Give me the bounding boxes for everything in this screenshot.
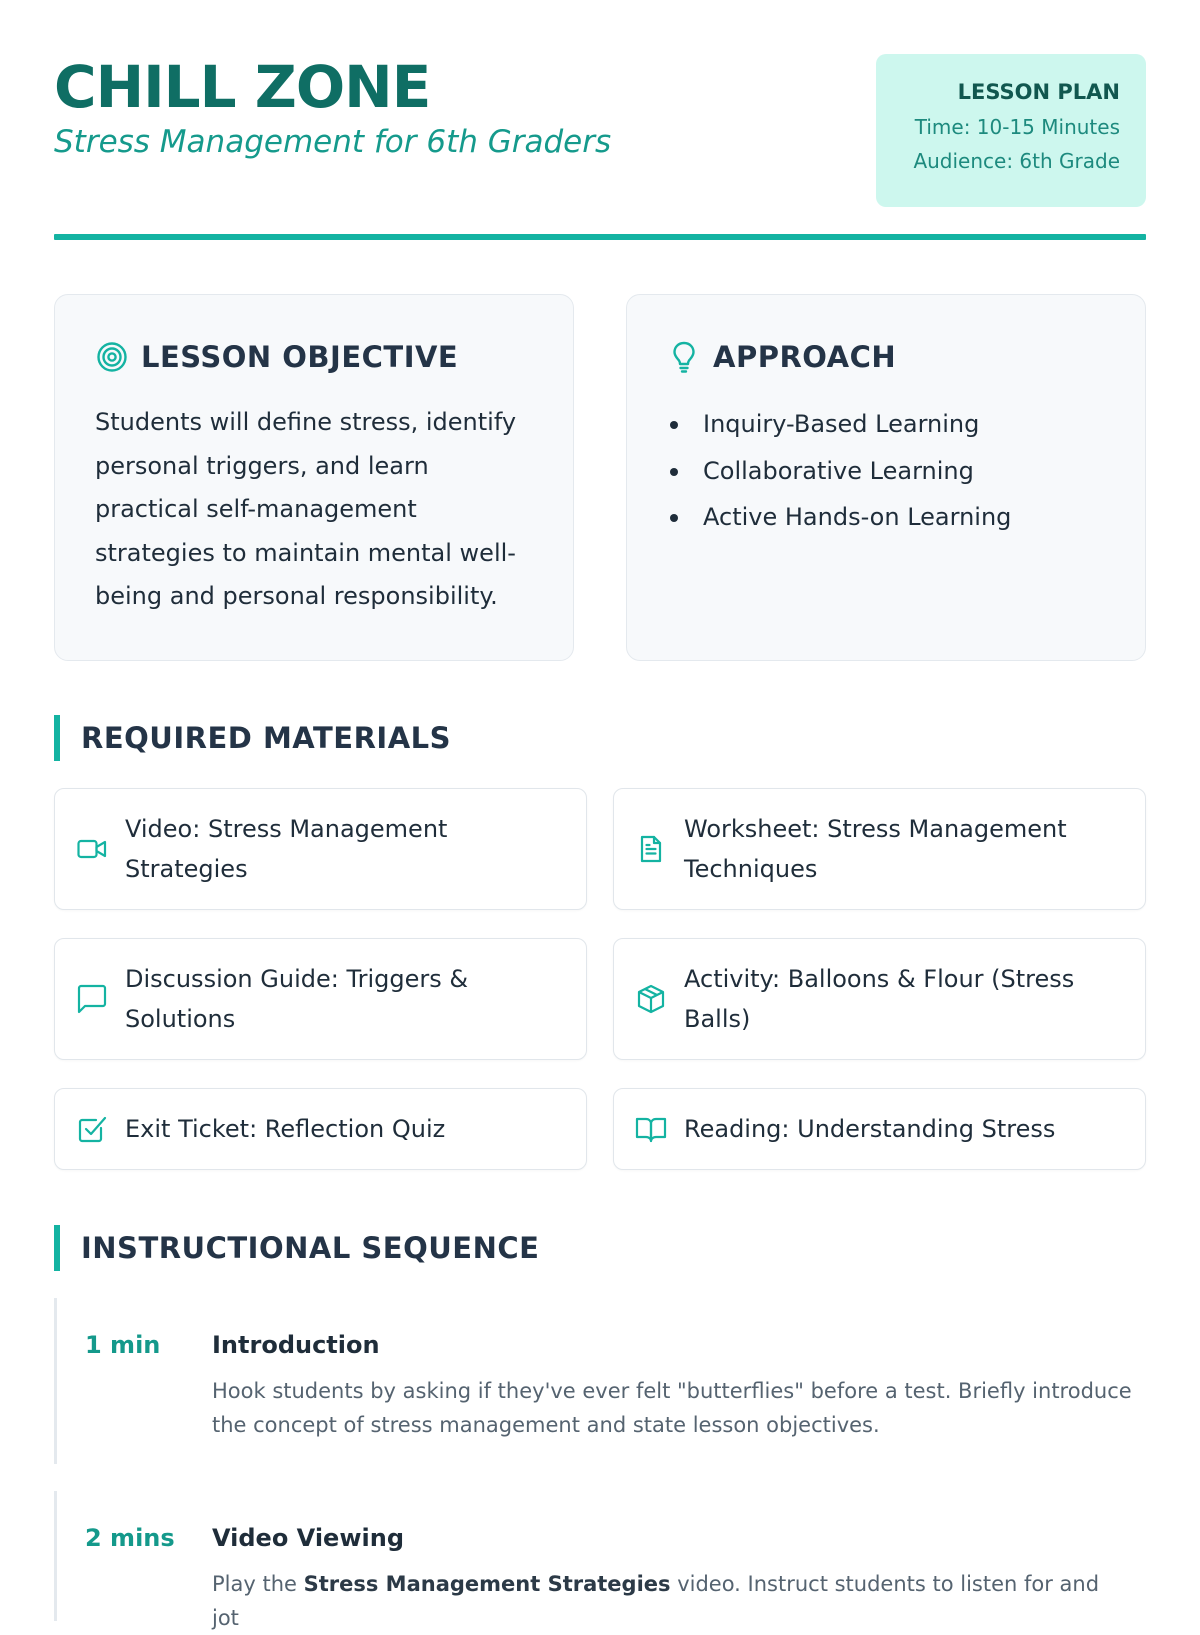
package-icon [636, 984, 666, 1014]
material-label: Worksheet: Stress Management Techniques [684, 815, 1067, 883]
material-label: Reading: Understanding Stress [684, 1115, 1056, 1143]
approach-list [667, 401, 1105, 541]
page-subtitle: Stress Management for 6th Graders [54, 124, 612, 160]
step-text-bold: Stress Management Strategies [303, 1572, 671, 1596]
approach-heading: APPROACH [713, 340, 897, 374]
video-icon [77, 834, 107, 864]
material-item-exit-ticket [54, 1088, 587, 1170]
sequence-step [54, 1298, 1146, 1464]
sequence-step [54, 1491, 1146, 1630]
checkbox-icon [77, 1114, 107, 1144]
approach-card [626, 294, 1146, 661]
step-time: 1 min [85, 1331, 161, 1359]
material-label: Video: Stress Management Strategies [125, 815, 448, 883]
document-icon [636, 834, 666, 864]
step-description [212, 1567, 1132, 1635]
header-divider [54, 234, 1146, 240]
approach-item: Collaborative Learning [703, 448, 1105, 495]
plan-label: LESSON PLAN [957, 80, 1120, 104]
materials-heading: REQUIRED MATERIALS [54, 715, 451, 761]
target-icon [95, 340, 129, 374]
lesson-plan-card [876, 54, 1146, 207]
approach-item: Inquiry-Based Learning [703, 401, 1105, 448]
step-text-before: Play the [212, 1572, 304, 1596]
page-title: CHILL ZONE [54, 53, 431, 121]
step-title: Video Viewing [212, 1524, 404, 1552]
material-item-discussion [54, 938, 587, 1060]
material-label: Activity: Balloons & Flour (Stress Balls) [684, 965, 1075, 1033]
chat-icon [77, 984, 107, 1014]
objective-card [54, 294, 574, 661]
material-item-reading [613, 1088, 1146, 1170]
plan-time: Time: 10-15 Minutes [914, 115, 1120, 139]
material-item-video [54, 788, 587, 910]
material-item-activity [613, 938, 1146, 1060]
material-label: Exit Ticket: Reflection Quiz [125, 1115, 446, 1143]
overview-cards [54, 294, 1146, 661]
objective-header [95, 337, 533, 377]
step-title: Introduction [212, 1331, 380, 1359]
plan-audience: Audience: 6th Grade [913, 149, 1120, 173]
lightbulb-icon [667, 340, 701, 374]
header [54, 0, 1146, 240]
objective-text: Students will define stress, identify personal triggers, and learn practical self-management strategies to maintain mental well-being and personal responsibility. [95, 408, 517, 610]
sequence-heading: INSTRUCTIONAL SEQUENCE [54, 1225, 539, 1271]
material-item-worksheet [613, 788, 1146, 910]
approach-item: Active Hands-on Learning [703, 494, 1105, 541]
objective-heading: LESSON OBJECTIVE [141, 340, 459, 374]
material-label: Discussion Guide: Triggers & Solutions [125, 965, 469, 1033]
step-description: Hook students by asking if they've ever felt "butterflies" before a test. Briefly introduce the concept of stress management and state lesson objectives. [212, 1379, 1132, 1437]
step-time: 2 mins [85, 1524, 175, 1552]
approach-header [667, 337, 1105, 377]
book-icon [636, 1114, 666, 1144]
step-text-after: video. Instruct students to listen for and jot [212, 1572, 1100, 1630]
